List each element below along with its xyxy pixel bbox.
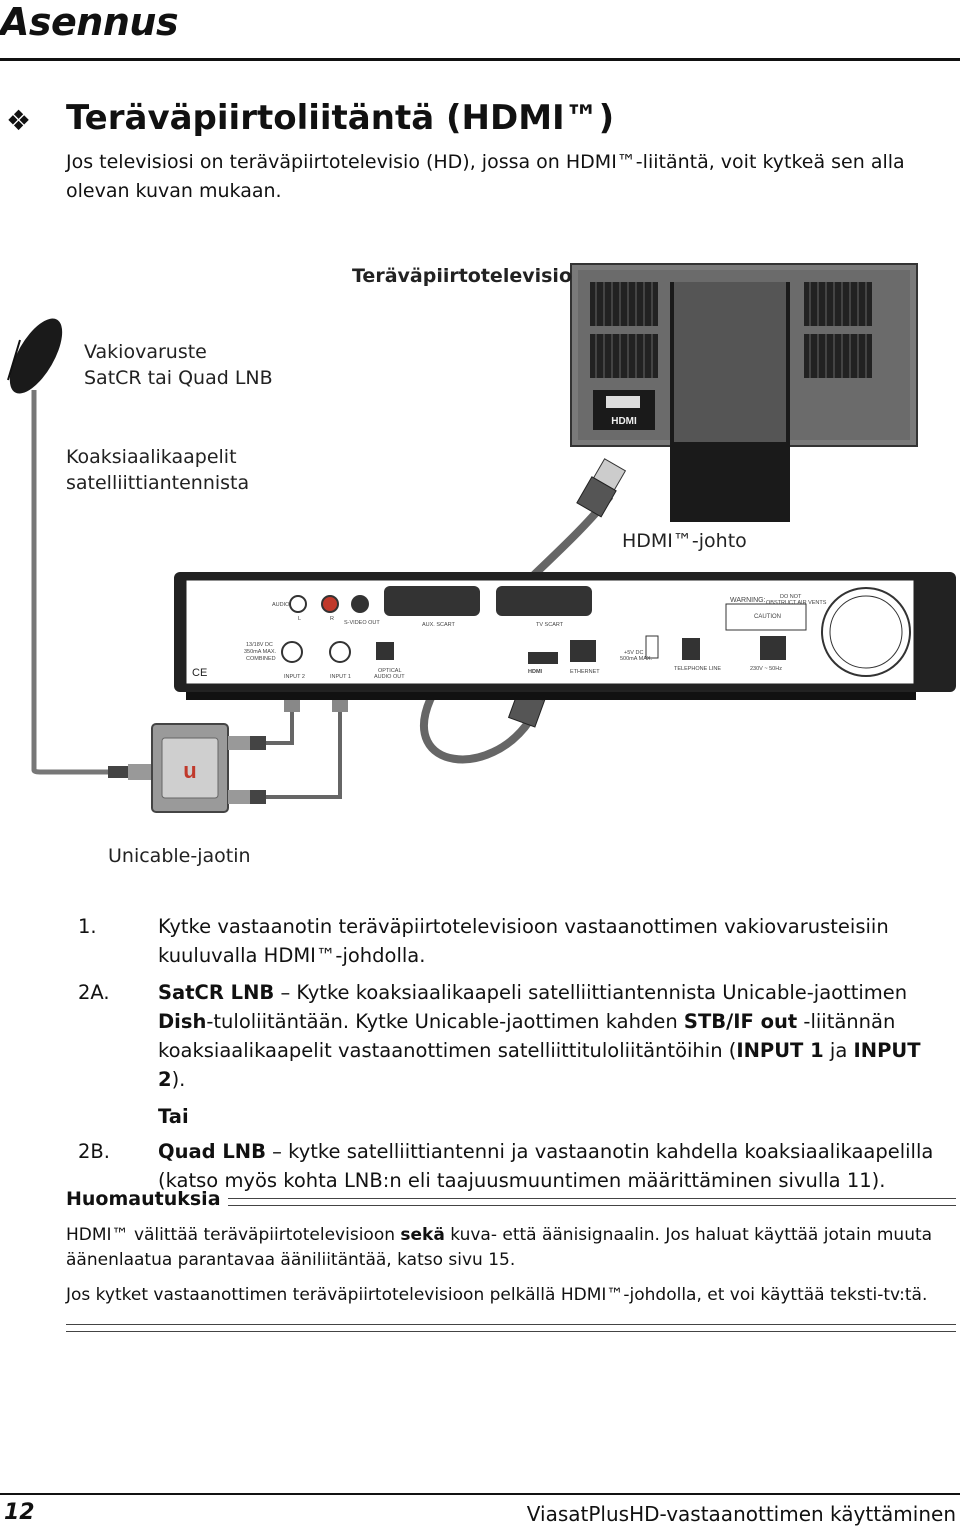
rx-aux-scart-label: AUX. SCART bbox=[422, 622, 455, 628]
coax-label-line1: Koaksiaalikaapelit bbox=[66, 446, 237, 468]
coax-label-line2: satelliittiantennista bbox=[66, 472, 250, 494]
rx-optical-label-1: OPTICAL bbox=[378, 668, 402, 674]
step-2b: 2B. Quad LNB – kytke satelliittiantenni ja vastaanotin kahdella koaksiaalikaapelilla (katso myös kohta LNB:n eli taajuusmuuntimen määrittäminen sivulla 11). bbox=[78, 1137, 948, 1195]
hdmi-cable-label: HDMI™-johto bbox=[622, 530, 747, 552]
rx-lnb-power-2: 350mA MAX. bbox=[244, 649, 277, 655]
notes-rule bbox=[228, 1198, 956, 1206]
rx-input2-label: INPUT 2 bbox=[284, 674, 305, 680]
step-text: Kytke vastaanotin teräväpiirtotelevisioon vastaanottimen vakiovarusteisiin kuuluvalla HDMI™-johdolla. bbox=[158, 915, 889, 967]
unicable-splitter-icon bbox=[108, 724, 266, 812]
or-separator: Tai bbox=[158, 1105, 189, 1128]
step-number: 1. bbox=[78, 915, 97, 938]
notes-end-rule bbox=[66, 1324, 956, 1332]
intro-paragraph: Jos televisiosi on teräväpiirtotelevisio (HD), jossa on HDMI™-liitäntä, voit kytkeä sen alla olevan kuvan mukaan. bbox=[66, 151, 905, 202]
lnb-label-line2: SatCR tai Quad LNB bbox=[84, 367, 273, 389]
notes-heading: Huomautuksia bbox=[66, 1188, 221, 1210]
lnb-label-line1: Vakiovaruste bbox=[84, 341, 207, 363]
rx-input1-label: INPUT 1 bbox=[330, 674, 351, 680]
step-number: 2A. bbox=[78, 981, 110, 1004]
rx-obstruct-label: OBSTRUCT AIR VENTS bbox=[766, 600, 827, 606]
rx-hdmi-label: HDMI bbox=[528, 669, 543, 675]
rx-usb-label-1: +5V DC bbox=[624, 650, 644, 656]
rx-mains-label: 230V ~ 50Hz bbox=[750, 666, 782, 672]
rx-tv-scart-label: TV SCART bbox=[536, 622, 564, 628]
instruction-list bbox=[78, 912, 948, 1203]
step-number: 2B. bbox=[78, 1140, 110, 1163]
tv-hdmi-badge: HDMI bbox=[611, 416, 637, 427]
tv-label: Teräväpiirtotelevisio bbox=[352, 265, 572, 287]
tv-illustration bbox=[571, 264, 917, 522]
rx-optical-label-2: AUDIO OUT bbox=[374, 674, 405, 680]
diamond-bullet-icon: ❖ bbox=[6, 104, 32, 137]
step-1 bbox=[78, 912, 948, 970]
rx-ce-mark: CE bbox=[192, 667, 208, 679]
note-2: Jos kytket vastaanottimen teräväpiirtotelevisioon pelkällä HDMI™-johdolla, et voi käyttää teksti-tv:tä. bbox=[66, 1285, 928, 1305]
splitter-label: Unicable-jaotin bbox=[108, 845, 251, 867]
note-1: HDMI™ välittää teräväpiirtotelevisioon sekä kuva- että äänisignaalin. Jos haluat käyttää jotain muuta äänenlaatua parantavaa ääniliitäntää, katso sivu 15. bbox=[66, 1225, 933, 1270]
step-emphasis: Quad LNB bbox=[158, 1140, 266, 1163]
hdmi-plug-top bbox=[577, 458, 627, 517]
step-2a: 2A. SatCR LNB – Kytke koaksiaalikaapeli satelliittiantennista Unicable-jaottimen Dish-tuloliitäntään. Kytke Unicable-jaottimen kahden STB/IF out -liitännän koaksiaalikaapelit vastaanottimen satelliittituloliitäntöihin (INPUT 1 ja INPUT 2). bbox=[78, 978, 948, 1094]
rx-do-not-label: DO NOT bbox=[780, 594, 802, 600]
svg-text:u: u bbox=[183, 758, 197, 783]
footer-rule bbox=[0, 1493, 960, 1495]
footer-title: ViasatPlusHD-vastaanottimen käyttäminen bbox=[526, 1502, 956, 1526]
page-number: 12 bbox=[4, 1500, 35, 1525]
receiver-back-panel bbox=[174, 572, 956, 700]
rx-svideo-label: S-VIDEO OUT bbox=[344, 620, 380, 626]
rx-telephone-label: TELEPHONE LINE bbox=[674, 666, 722, 672]
rx-ethernet-label: ETHERNET bbox=[570, 669, 600, 675]
section-title: Asennus bbox=[0, 0, 179, 44]
rx-warning-label: WARNING: bbox=[730, 597, 766, 604]
rx-lnb-power-1: 13/18V DC bbox=[246, 642, 273, 648]
rx-r-label: R bbox=[330, 616, 334, 622]
page-heading: Teräväpiirtoliitäntä (HDMI™) bbox=[66, 98, 615, 138]
step-emphasis: SatCR LNB bbox=[158, 981, 275, 1004]
rx-usb-label-2: 500mA MAX. bbox=[620, 656, 653, 662]
rx-lnb-power-3: COMBINED bbox=[246, 656, 276, 662]
rx-l-label: L bbox=[298, 616, 302, 622]
rx-audio-label: AUDIO bbox=[272, 602, 290, 608]
rx-caution-label: CAUTION bbox=[754, 614, 781, 620]
